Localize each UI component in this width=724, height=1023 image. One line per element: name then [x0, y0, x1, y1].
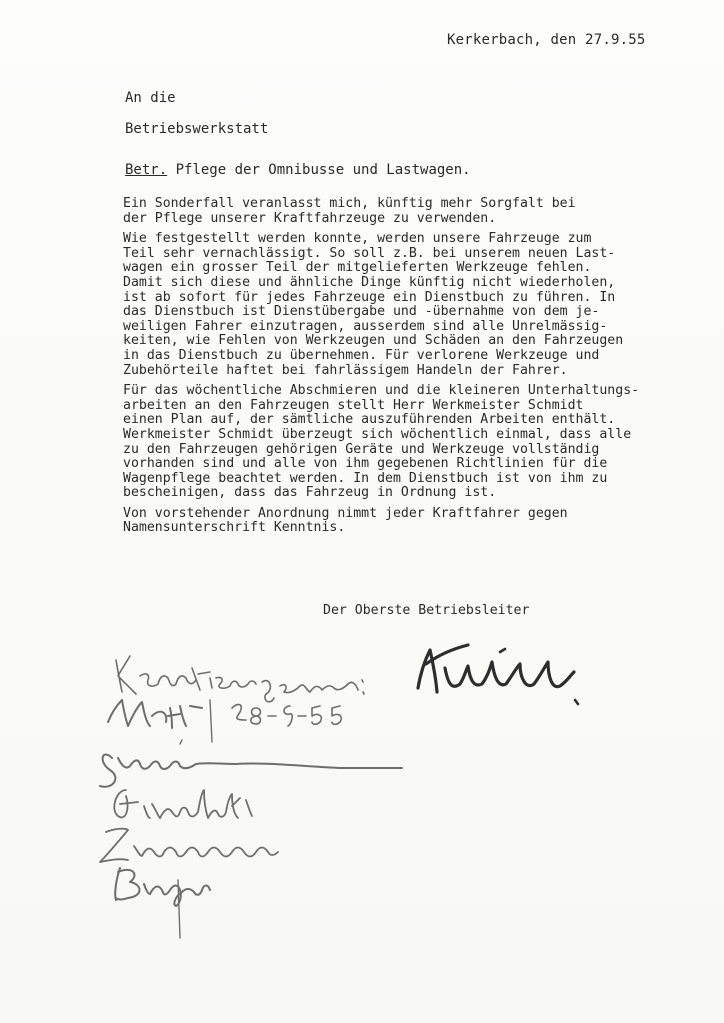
subject-text: Pflege der Omnibusse und Lastwagen.	[167, 162, 471, 178]
closing-title: Der Oberste Betriebsleiter	[323, 603, 530, 618]
pencil-date	[210, 700, 341, 742]
body-line: Wagenpflege beachtet werden. In dem Dienstbuch ist von ihm zu	[123, 470, 608, 486]
pencil-note	[116, 656, 364, 702]
body-line: Von vorstehender Anordnung nimmt jeder Kraftfahrer gegen	[123, 505, 568, 521]
pencil-signature-2	[100, 755, 402, 787]
body-line: arbeiten an den Fahrzeugen stellt Herr Werkmeister Schmidt	[123, 397, 584, 413]
body-line: bescheinigen, dass das Fahrzeug in Ordnung ist.	[123, 485, 497, 501]
body-line: in das Dienstbuch zu übernehmen. Für verlorene Werkzeuge und	[123, 347, 600, 363]
body-line: Ein Sonderfall veranlasst mich, künftig mehr Sorgfalt bei	[123, 196, 576, 211]
body-line: ist ab sofort für jedes Fahrzeuge ein Dienstbuch zu führen. In	[123, 289, 616, 305]
body-line: wagen ein grosser Teil der mitgelieferten Werkzeuge fehlen.	[123, 260, 592, 276]
body-line: der Pflege unserer Kraftfahrzeuge zu verwenden.	[123, 210, 497, 226]
pencil-signature-5	[115, 868, 210, 906]
address-line-2: Betriebswerkstatt	[125, 121, 269, 137]
body-line: Damit sich diese und ähnliche Dinge künftig nicht wiederholen,	[123, 274, 616, 290]
pencil-initials	[108, 700, 202, 728]
body-line: zu den Fahrzeugen gehörigen Geräte und Werkzeuge vollständig	[123, 441, 600, 457]
body-line: Wie festgestellt werden konnte, werden unsere Fahrzeuge zum	[123, 231, 592, 247]
body-line: Namensunterschrift Kenntnis.	[123, 520, 346, 536]
body-line: Zubehörteile haftet bei fahrlässigem Handeln der Fahrer.	[123, 362, 568, 378]
pencil-signature-4	[100, 829, 278, 862]
body-line: vorhanden sind und alle von ihm gegebenen Richtlinien für die	[123, 456, 608, 472]
body-line: das Dienstbuch ist Dienstübergabe und -übernahme von dem je-	[123, 304, 600, 320]
subject-prefix: Betr.	[125, 162, 168, 178]
address-line-1: An die	[125, 90, 176, 106]
body-line: Teil sehr vernachlässigt. So soll z.B. bei unserem neuen Last-	[123, 245, 616, 261]
pencil-signature-3	[114, 740, 252, 938]
body-line: einen Plan auf, der sämtliche auszuführenden Arbeiten enthält.	[123, 412, 616, 428]
body-line: Für das wöchentliche Abschmieren und die kleineren Unterhaltungs-	[123, 383, 640, 399]
body-line: Werkmeister Schmidt überzeugt sich wöchentlich einmal, dass alle	[123, 426, 632, 442]
body-line: weiligen Fahrer einzutragen, ausserdem sind alle Unrelmässig-	[123, 318, 608, 334]
body-line: keiten, wie Fehlen von Werkzeugen und Schäden an den Fahrzeugen	[123, 333, 624, 349]
dateline: Kerkerbach, den 27.9.55	[447, 32, 646, 48]
director-signature	[418, 645, 578, 704]
